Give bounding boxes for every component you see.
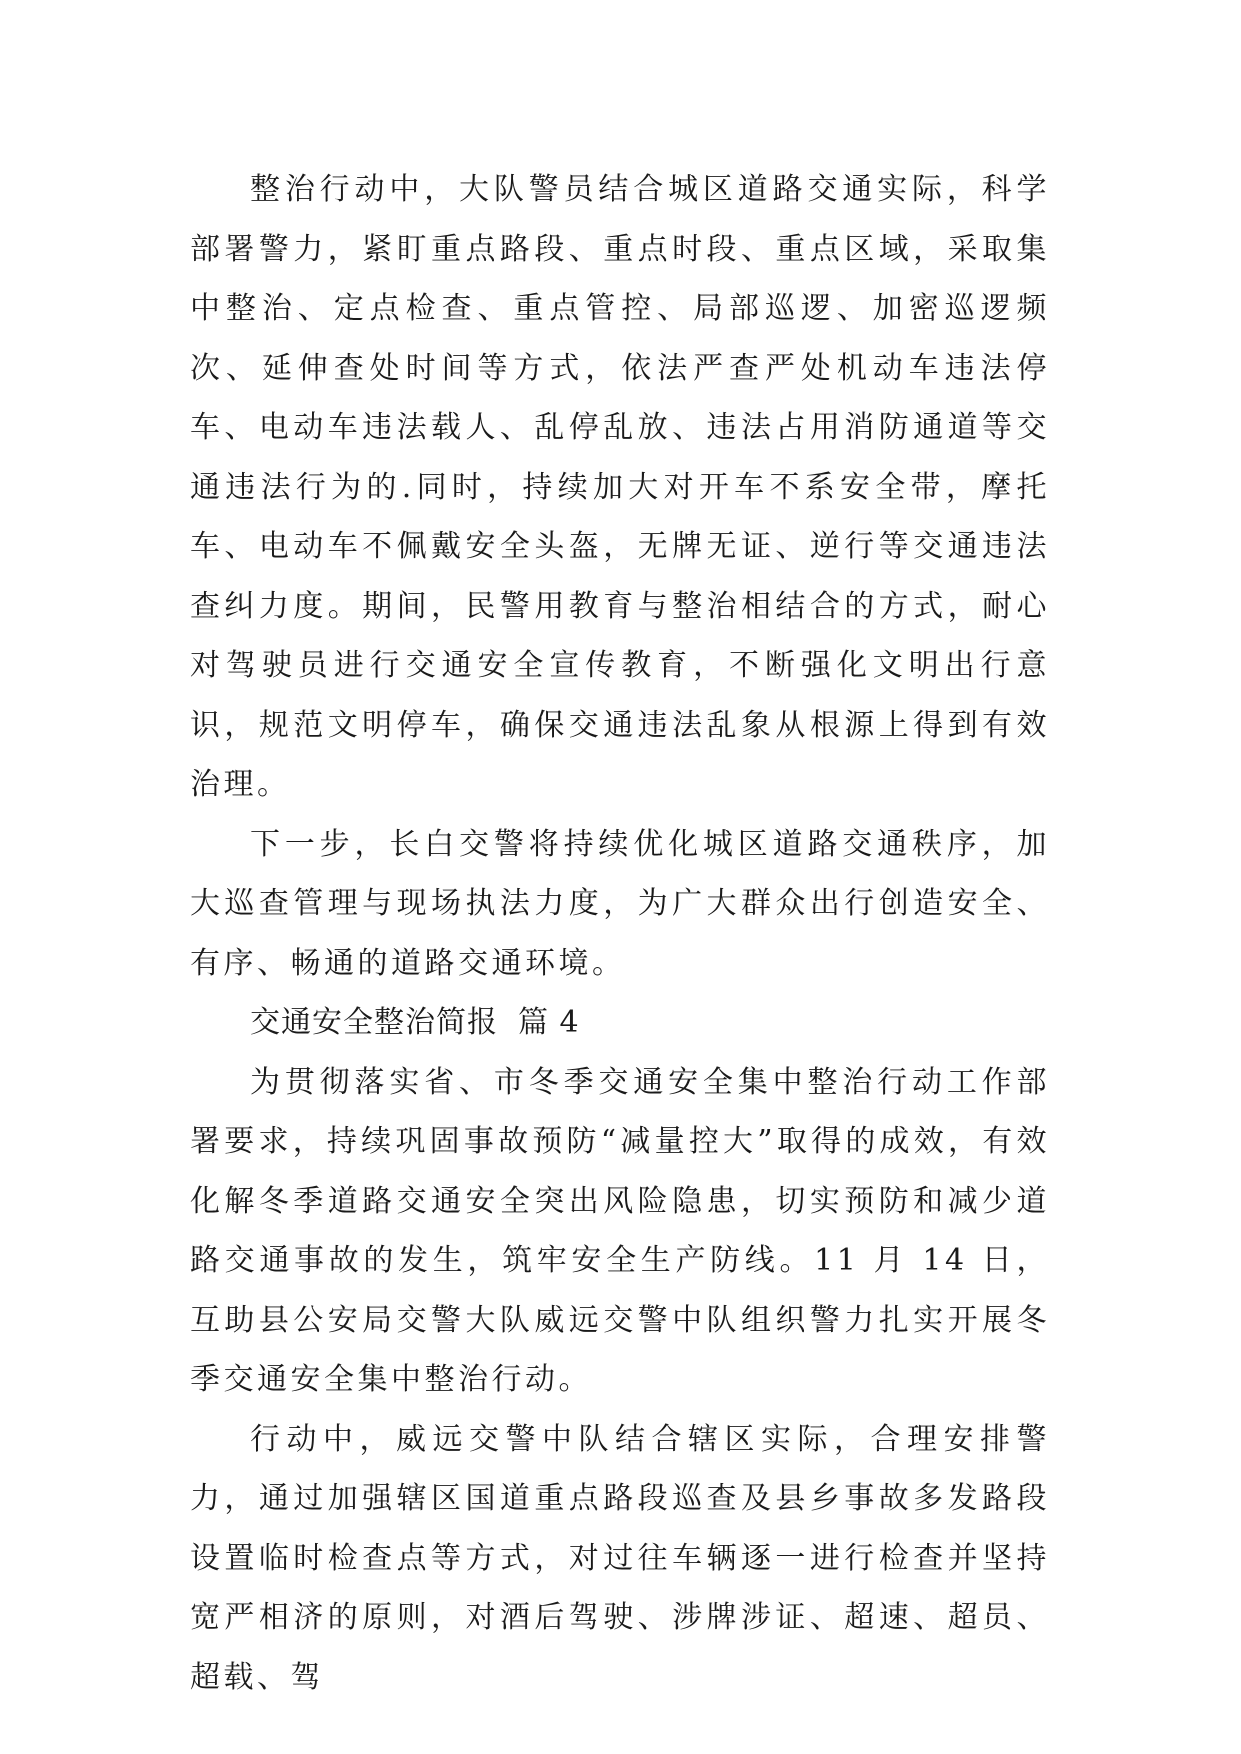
paragraph-action-details: 行动中，威远交警中队结合辖区实际，合理安排警力，通过加强辖区国道重点路段巡查及县乡事故多发路段设置临时检查点等方式，对过往车辆逐一进行检查并坚持宽严相济的原则，对酒后驾驶、涉牌涉证、超速、超员、超载、驾: [190, 1421, 1050, 1695]
section-title: 交通安全整治简报: [250, 1005, 498, 1040]
document-page: [190, 160, 1050, 1707]
paragraph-enforcement-action: 整治行动中，大队警员结合城区道路交通实际，科学部署警力，紧盯重点路段、重点时段、重点区域，采取集中整治、定点检查、重点管控、局部巡逻、加密巡逻频次、延伸查处时间等方式，依法严查严处机动车违法停车、电动车违法载人、乱停乱放、违法占用消防通道等交通违法行为的.同时，持续加大对开车不系安全带，摩托车、电动车不佩戴安全头盔，无牌无证、逆行等交通违法查纠力度。期间，民警用教育与整治相结合的方式，耐心对驾驶员进行交通安全宣传教育，不断强化文明出行意识，规范文明停车，确保交通违法乱象从根源上得到有效治理。: [190, 172, 1050, 802]
paragraph-winter-campaign: 为贯彻落实省、市冬季交通安全集中整治行动工作部署要求，持续巩固事故预防“减量控大”取得的成效，有效化解冬季道路交通安全突出风险隐患，切实预防和减少道路交通事故的发生，筑牢安全生产防线。11 月 14 日，互助县公安局交警大队威远交警中队组织警力扎实开展冬季交通安全集中整治行动。: [190, 1064, 1050, 1397]
section-part: 篇 4: [518, 1005, 580, 1040]
section-heading: [190, 993, 1050, 1053]
paragraph-next-step: 下一步，长白交警将持续优化城区道路交通秩序，加大巡查管理与现场执法力度，为广大群众出行创造安全、有序、畅通的道路交通环境。: [190, 826, 1050, 981]
